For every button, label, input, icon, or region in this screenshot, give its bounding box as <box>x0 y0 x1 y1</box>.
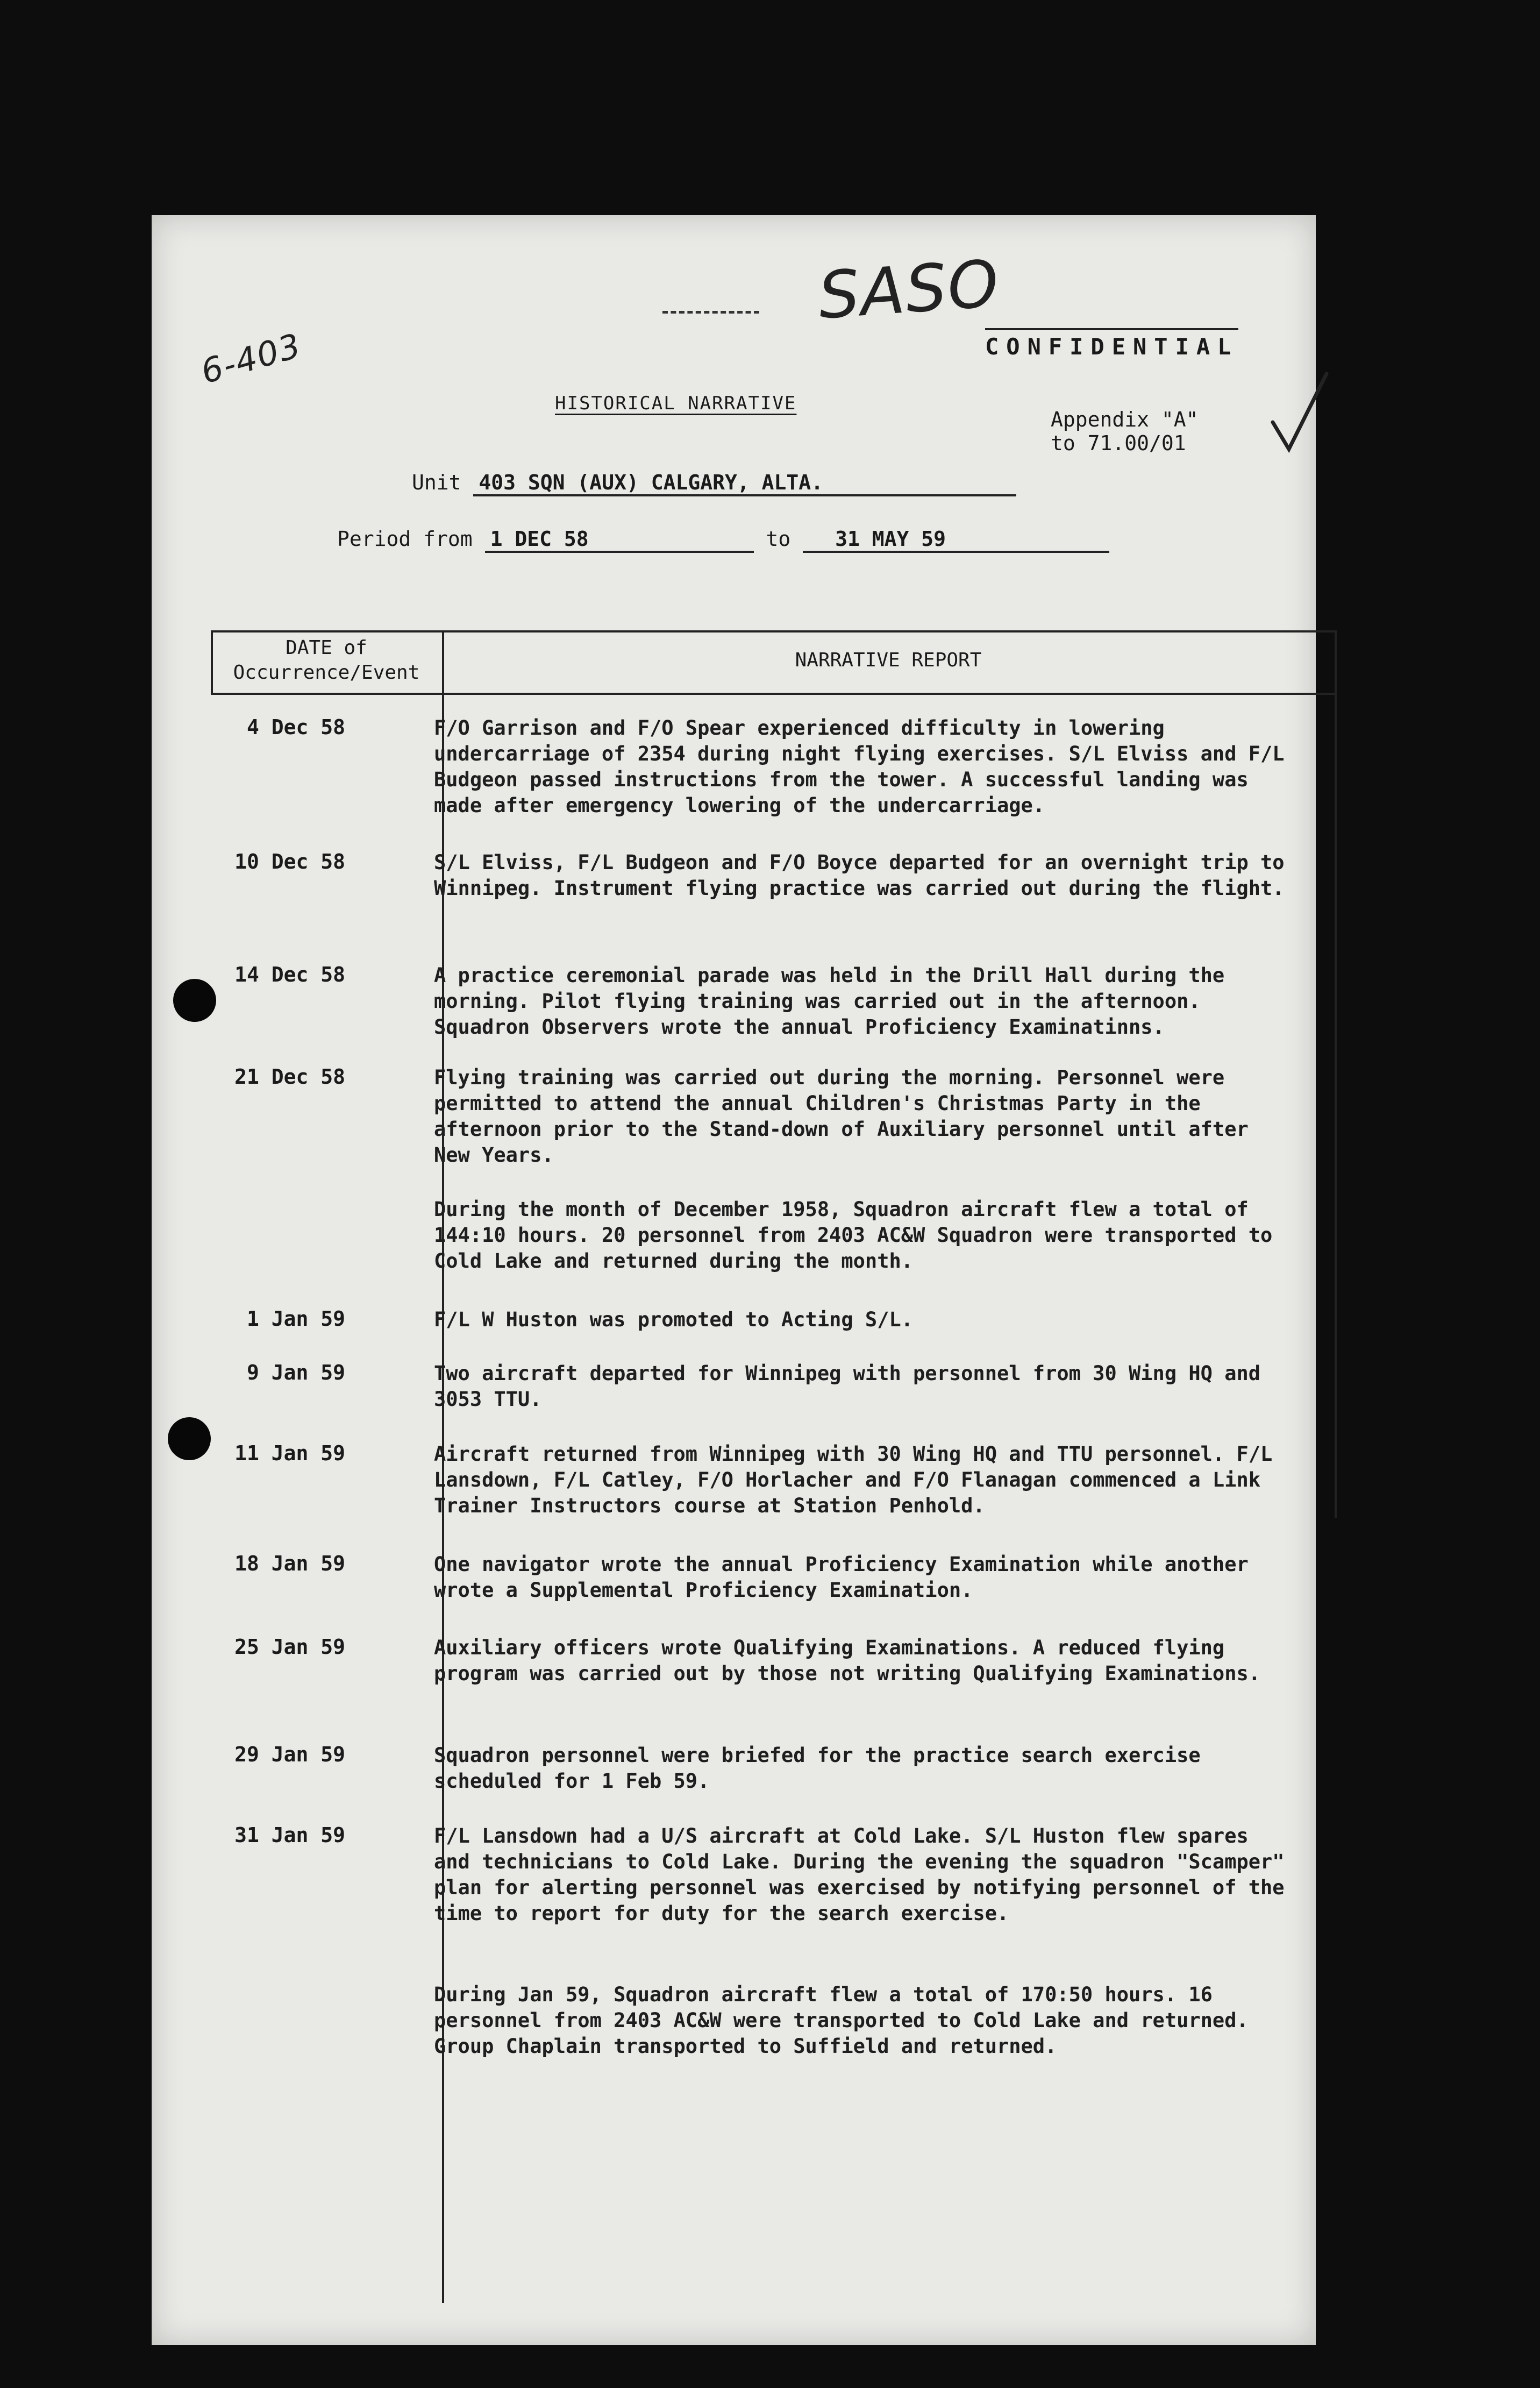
entry-text: Aircraft returned from Winnipeg with 30 Wing HQ and TTU personnel. F/L Lansdown, F/L Catley, F/O Horlacher and F/O Flanagan commenced a Link Trainer Instructors course at Station Penhold. <box>434 1442 1273 1517</box>
checkmark-icon <box>1270 371 1329 457</box>
period-from: 1 DEC 58 <box>485 527 754 553</box>
entry-text: F/L Lansdown had a U/S aircraft at Cold Lake. S/L Huston flew spares and technicians to Cold Lake. During the evening the squadron "Scamper" plan for alerting personnel was exercised by notifying personnel of the time to report for duty for the search exercise. <box>434 1824 1285 1925</box>
dash-mark <box>662 311 759 314</box>
entry-date: 1 Jan 59 <box>246 1307 345 1331</box>
entry-date: 21 Dec 58 <box>234 1065 345 1089</box>
period-to-label: to <box>766 527 791 551</box>
entry-text: A practice ceremonial parade was held in the Drill Hall during the morning. Pilot flying training was carried out in the afternoon. Squadron Observers wrote the annual Proficiency Examinatinns. <box>434 964 1225 1039</box>
entry-text: During Jan 59, Squadron aircraft flew a total of 170:50 hours. 16 personnel from 2403 AC&W were transported to Cold Lake and returned. Group Chaplain transported to Suffield and returned. <box>434 1983 1249 2058</box>
table-right-rule <box>1335 630 1337 1518</box>
entry-text: During the month of December 1958, Squadron aircraft flew a total of 144:10 hours. 20 personnel from 2403 AC&W Squadron were transported to Cold Lake and returned during the month. <box>434 1198 1273 1273</box>
entry-text: One navigator wrote the annual Proficiency Examination while another wrote a Supplemental Proficiency Examination. <box>434 1553 1249 1602</box>
appendix-ref <box>1051 408 1199 455</box>
entry-date: 25 Jan 59 <box>234 1635 345 1659</box>
entry-date: 14 Dec 58 <box>234 963 345 986</box>
table-top-rule <box>211 630 1335 632</box>
period-to: 31 MAY 59 <box>803 527 1109 553</box>
classification-label: CONFIDENTIAL <box>985 328 1238 360</box>
appendix-line-1: Appendix "A" <box>1051 408 1199 431</box>
entry-text: F/O Garrison and F/O Spear experienced difficulty in lowering undercarriage of 2354 during night flying exercises. S/L Elviss and F/L Budgeon passed instructions from the tower. A successful landing was made after emergency lowering of the undercarriage. <box>434 716 1285 817</box>
punch-hole <box>168 1417 211 1460</box>
handwritten-saso-stamp: SASO <box>816 246 1002 334</box>
document-page <box>152 215 1316 2345</box>
entry-text: Flying training was carried out during the morning. Personnel were permitted to attend the annual Children's Christmas Party in the afternoon prior to the Stand-down of Auxiliary personnel until after New Years. <box>434 1066 1249 1167</box>
entry-text: Auxiliary officers wrote Qualifying Examinations. A reduced flying program was carried out by those not writing Qualifying Examinations. <box>434 1636 1261 1685</box>
period-label: Period from <box>337 527 473 551</box>
narrative-column-header: NARRATIVE REPORT <box>795 649 982 671</box>
entry-date: 31 Jan 59 <box>234 1823 345 1847</box>
entry-date: 11 Jan 59 <box>234 1441 345 1465</box>
entry-text: Squadron personnel were briefed for the practice search exercise scheduled for 1 Feb 59. <box>434 1744 1201 1793</box>
entry-text: F/L W Huston was promoted to Acting S/L. <box>434 1308 914 1331</box>
handwritten-unit-ref: 6-403 <box>196 325 306 392</box>
entry-text: S/L Elviss, F/L Budgeon and F/O Boyce departed for an overnight trip to Winnipeg. Instrument flying practice was carried out during the flight. <box>434 851 1285 900</box>
entry-date: 10 Dec 58 <box>234 850 345 873</box>
table-left-rule <box>211 630 213 695</box>
entry-date: 18 Jan 59 <box>234 1552 345 1575</box>
unit-value: 403 SQN (AUX) CALGARY, ALTA. <box>473 471 1016 496</box>
table-header-rule <box>211 693 1335 695</box>
period-line <box>337 527 1109 553</box>
date-column-header: DATE of Occurrence/Event <box>233 637 420 684</box>
entry-date: 4 Dec 58 <box>246 715 345 739</box>
document-title: HISTORICAL NARRATIVE <box>555 393 797 414</box>
appendix-line-2: to 71.00/01 <box>1051 431 1186 455</box>
entry-text: Two aircraft departed for Winnipeg with personnel from 30 Wing HQ and 3053 TTU. <box>434 1362 1261 1411</box>
unit-line <box>412 471 1016 496</box>
entry-date: 29 Jan 59 <box>234 1743 345 1766</box>
unit-label: Unit <box>412 471 461 494</box>
entry-date: 9 Jan 59 <box>246 1361 345 1384</box>
